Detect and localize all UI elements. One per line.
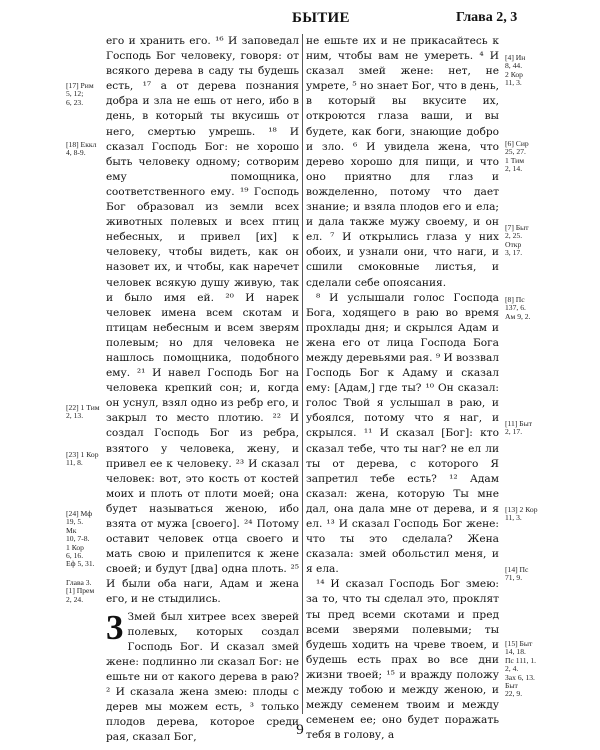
right-cross-reference: [15] Быт 14, 18. Пс 111, 1. 2, 4. Зах 6, 13. Быт 22, 9. — [505, 639, 537, 699]
chapter-3-dropcap: 3 — [106, 607, 124, 647]
right-cross-reference: [7] Быт 2, 25. Откр 3, 17. — [505, 223, 529, 258]
right-cross-reference: [4] Ин 8, 44. 2 Кор 11, 3. — [505, 53, 526, 88]
left-cross-reference: [24] Мф 19, 5. Мк 10, 7-8. 1 Кор 6, 16. Еф 5, 31. — [66, 509, 95, 569]
chapter-3-verses-3-7: не ешьте их и не прикасайтесь к ним, чтобы вам не умереть. ⁴ И сказал змей жене: нет, не умрете, ⁵ но знает Бог, что в день, в который вы вкусите их, откроются глаза ваши, и вы будете, как боги, знающие добро и зло. ⁶ И увидела жена, что дерево хорошо для пищи, и что оно приятно для глаз и вожделенно, потому что дает знание; и взяла плодов его и ела; и дала также мужу своему, и он ел. ⁷ И открылись глаза у них обоих, и узнали они, что наги, и сшили смоковные листья, и сделали себе опоясания. — [306, 35, 499, 289]
left-cross-reference: [17] Рим 5, 12; 6, 23. — [66, 81, 94, 107]
left-cross-reference: [22] 1 Тим 2, 13. — [66, 403, 100, 421]
column-divider — [302, 34, 303, 714]
left-cross-reference: [18] Еккл 4, 8-9. — [66, 140, 97, 158]
chapter-3-verses-8-13: ⁸ И услышали голос Господа Бога, ходящего в раю во время прохлады дня; и скрылся Адам и жена его от лица Господа Бога между деревьями рая. ⁹ И воззвал Господь Бог к Адаму и сказал ему: [Адам,] где ты? ¹⁰ Он сказал: голос Твой я услышал в раю, и убоялся, потому что я наг, и скрылся. ¹¹ И сказал [Бог]: кто сказал тебе, что ты наг? не ел ли ты от дерева, с которого Я запретил тебе есть? ¹² Адам сказал: жена, которую Ты мне дал, она дала мне от дерева, и я ел. ¹³ И сказал Господь Бог жене: что ты это сделала? Жена сказала: змей обольстил меня, и я ела. — [306, 291, 499, 576]
left-cross-reference: [23] 1 Кор 11, 8. — [66, 450, 99, 468]
left-cross-reference: Глава 3. [1] Прем 2, 24. — [66, 578, 95, 604]
chapter-3-verses-1-3: Змей был хитрее всех зверей полевых, которых создал Господь Бог. И сказал змей жене: подлинно ли сказал Бог: не ешьте ни от какого дерева в раю? ² И сказала жена змею: плоды с дерев мы можем есть, ³ только плодов дерева, которое среди рая, сказал Бог, — [106, 610, 299, 744]
right-cross-reference: [11] Быт 2, 17. — [505, 419, 533, 437]
right-cross-reference: [13] 2 Кор 11, 3. — [505, 505, 538, 523]
book-title: БЫТИЕ — [292, 10, 350, 26]
page-number: 9 — [296, 722, 304, 738]
right-cross-reference: [8] Пс 137, 6. Ам 9, 2. — [505, 295, 531, 321]
right-text-column — [306, 34, 499, 743]
left-text-column — [106, 34, 299, 745]
right-cross-reference: [6] Сир 25, 27. 1 Тим 2, 14. — [505, 139, 529, 174]
right-cross-reference: [14] Пс 71, 9. — [505, 565, 529, 583]
chapter-3-verses-14-15: ¹⁴ И сказал Господь Бог змею: за то, что ты сделал это, проклят ты пред всеми скотами и пред всеми зверями полевыми; ты будешь ходить на чреве твоем, и будешь есть прах во все дни жизни твоей; ¹⁵ и вражду положу между тобою и между женою, и между семенем твоим и между семенем ее; оно будет поражать тебя в голову, а — [306, 578, 499, 742]
chapter-indicator: Глава 2, 3 — [456, 10, 518, 25]
chapter-2-verses-16-25: его и хранить его. ¹⁶ И заповедал Господь Бог человеку, говоря: от всякого дерева в саду ты будешь есть, ¹⁷ а от дерева познания добра и зла не ешь от него, ибо в день, в который ты вкусишь от него, смертью умрешь. ¹⁸ И сказал Господь Бог: не хорошо быть человеку одному; сотворим ему помощника, соответственного ему. ¹⁹ Господь Бог образовал из земли всех животных полевых и всех птиц небесных, и привел [их] к человеку, чтобы видеть, как он назовет их, и чтобы, как наречет человек всякую душу живую, так и было имя ей. ²⁰ И нарек человек имена всем скотам и птицам небесным и всем зверям полевым; но для человека не нашлось помощника, подобного ему. ²¹ И навел Господь Бог на человека крепкий сон; и, когда он уснул, взял одно из ребр его, и закрыл то место плотию. ²² И создал Господь Бог из ребра, взятого у человека, жену, и привел ее к человеку. ²³ И сказал человек: вот, это кость от костей моих и плоть от плоти моей; она будет называться женою, ибо взята от мужа [своего]. ²⁴ Потому оставит человек отца своего и мать свою и прилепится к жене своей; и будут [два] одна плоть. ²⁵ И были оба наги, Адам и жена его, и не стыдились. — [106, 35, 299, 606]
